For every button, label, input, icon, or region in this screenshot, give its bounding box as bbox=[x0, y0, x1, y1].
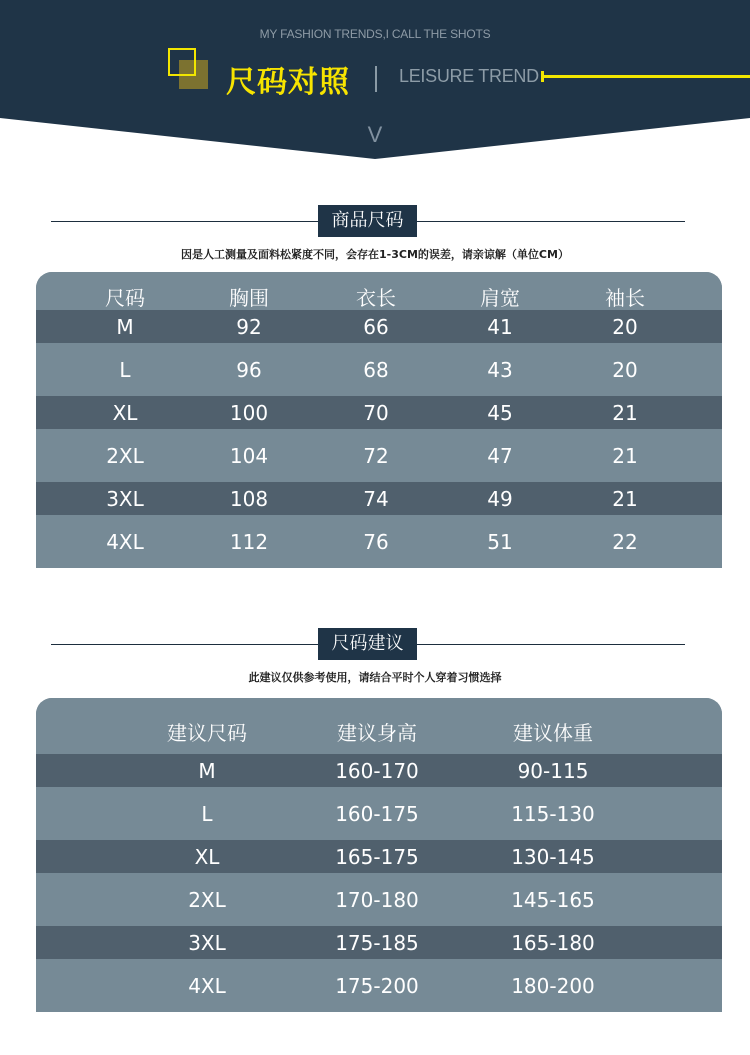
table-cell: 4XL bbox=[106, 529, 144, 554]
table-row bbox=[36, 343, 722, 396]
logo-square-front bbox=[168, 48, 196, 76]
table-cell: 165-180 bbox=[511, 930, 595, 955]
table-cell: 47 bbox=[487, 443, 513, 468]
table-cell: 175-200 bbox=[335, 973, 419, 998]
table-cell: 21 bbox=[612, 400, 638, 425]
table-header-cell: 胸围 bbox=[229, 286, 269, 310]
table-header-row bbox=[36, 698, 722, 754]
table-cell: 100 bbox=[229, 400, 269, 425]
table-cell: 49 bbox=[487, 486, 513, 511]
table-header-cell: 袖长 bbox=[605, 286, 645, 310]
table-cell: 160-170 bbox=[335, 758, 419, 783]
table-row bbox=[36, 754, 722, 787]
table-cell: M bbox=[116, 314, 134, 339]
table-cell: 21 bbox=[612, 443, 638, 468]
table-cell: XL bbox=[112, 400, 138, 425]
table-cell: 175-185 bbox=[335, 930, 419, 955]
table-cell: 4XL bbox=[188, 973, 226, 998]
table-cell: 74 bbox=[363, 486, 389, 511]
table-cell: 66 bbox=[363, 314, 389, 339]
table-header-row bbox=[36, 272, 722, 310]
table-cell: XL bbox=[194, 844, 220, 869]
chevron-down-icon: V bbox=[367, 122, 383, 147]
table-cell: 170-180 bbox=[335, 887, 419, 912]
table-cell: 115-130 bbox=[511, 801, 595, 826]
table-cell: 165-175 bbox=[335, 844, 419, 869]
suggest-table bbox=[36, 698, 722, 1012]
suggest-section-note: 此建议仅供参考使用，请结合平时个人穿着习惯选择 bbox=[248, 671, 502, 684]
size-section-note: 因是人工测量及面料松紧度不同，会存在1-3CM的误差，请亲谅解（单位CM） bbox=[181, 248, 569, 261]
banner-accent-line bbox=[541, 75, 750, 78]
table-cell: M bbox=[198, 758, 216, 783]
table-cell: 76 bbox=[363, 529, 389, 554]
table-cell: 112 bbox=[229, 529, 269, 554]
table-header-cell: 建议身高 bbox=[337, 721, 417, 745]
table-cell: 72 bbox=[363, 443, 389, 468]
table-row bbox=[36, 787, 722, 840]
table-cell: 108 bbox=[229, 486, 269, 511]
table-header-cell: 建议体重 bbox=[513, 721, 593, 745]
table-cell: 41 bbox=[487, 314, 513, 339]
table-cell: 160-175 bbox=[335, 801, 419, 826]
table-row bbox=[36, 429, 722, 482]
table-row bbox=[36, 873, 722, 926]
table-row bbox=[36, 310, 722, 343]
table-cell: 45 bbox=[487, 400, 513, 425]
table-cell: L bbox=[119, 357, 131, 382]
table-cell: 68 bbox=[363, 357, 389, 382]
table-cell: 51 bbox=[487, 529, 513, 554]
banner-separator bbox=[375, 66, 377, 92]
table-row bbox=[36, 840, 722, 873]
table-cell: 70 bbox=[363, 400, 389, 425]
table-header-cell: 肩宽 bbox=[480, 286, 520, 310]
table-row bbox=[36, 482, 722, 515]
table-cell: 104 bbox=[229, 443, 269, 468]
table-cell: 22 bbox=[612, 529, 638, 554]
table-cell: 43 bbox=[487, 357, 513, 382]
table-row bbox=[36, 396, 722, 429]
table-cell: 21 bbox=[612, 486, 638, 511]
table-cell: L bbox=[201, 801, 213, 826]
table-row bbox=[36, 515, 722, 568]
size-table bbox=[36, 272, 722, 568]
table-cell: 145-165 bbox=[511, 887, 595, 912]
table-cell: 3XL bbox=[106, 486, 144, 511]
banner-tagline: MY FASHION TRENDS,I CALL THE SHOTS bbox=[259, 27, 491, 41]
table-cell: 92 bbox=[236, 314, 262, 339]
size-section-tag: 商品尺码 bbox=[318, 205, 417, 237]
table-cell: 180-200 bbox=[511, 973, 595, 998]
table-header-cell: 建议尺码 bbox=[167, 721, 247, 745]
table-cell: 2XL bbox=[106, 443, 144, 468]
table-cell: 20 bbox=[612, 314, 638, 339]
suggest-section-tag: 尺码建议 bbox=[318, 628, 417, 660]
table-header-cell: 尺码 bbox=[105, 286, 145, 310]
table-cell: 130-145 bbox=[511, 844, 595, 869]
table-cell: 90-115 bbox=[517, 758, 589, 783]
table-row bbox=[36, 959, 722, 1012]
table-header-cell: 衣长 bbox=[356, 286, 396, 310]
table-cell: 20 bbox=[612, 357, 638, 382]
table-cell: 96 bbox=[236, 357, 262, 382]
header-banner bbox=[0, 0, 750, 165]
banner-title: 尺码对照 bbox=[226, 65, 350, 100]
banner-subtitle: LEISURE TREND bbox=[399, 66, 539, 86]
table-cell: 2XL bbox=[188, 887, 226, 912]
table-cell: 3XL bbox=[188, 930, 226, 955]
table-row bbox=[36, 926, 722, 959]
